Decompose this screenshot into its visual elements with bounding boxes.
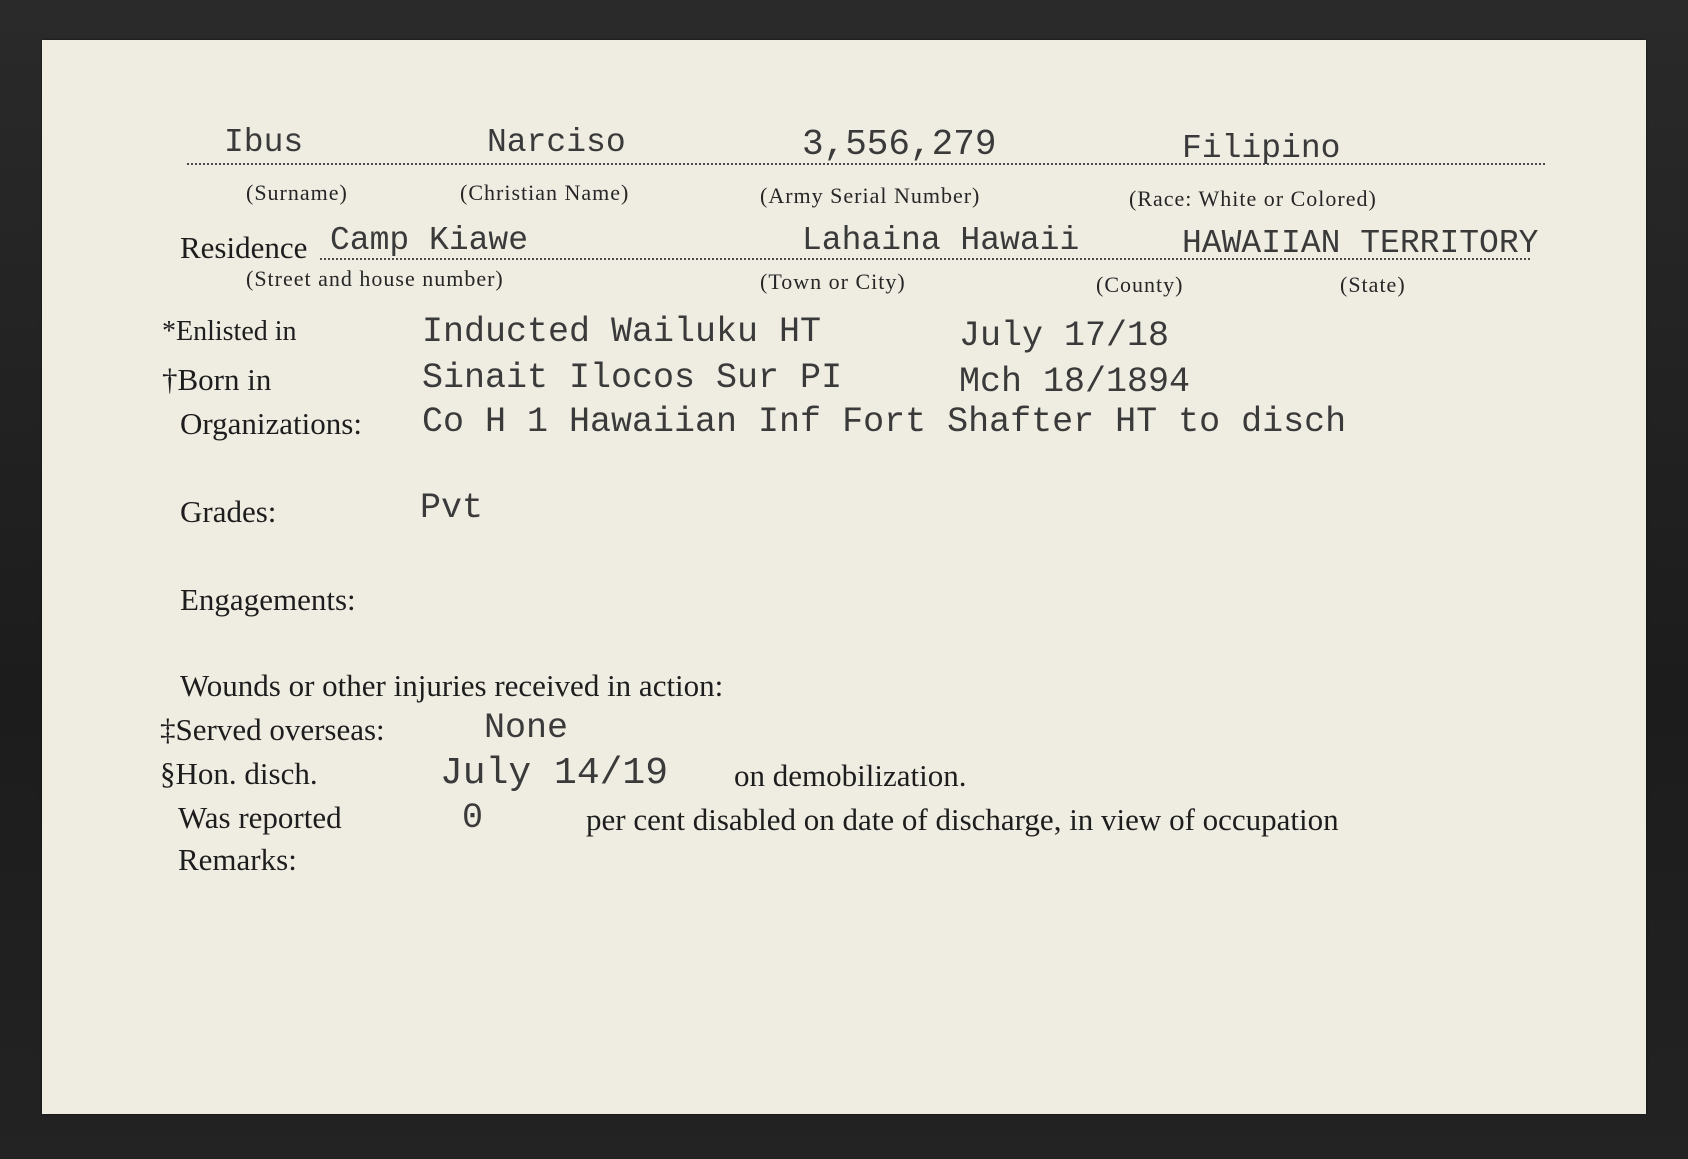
born-label: †Born in <box>162 362 272 397</box>
grades-label: Grades: <box>180 494 277 529</box>
street-caption: (Street and house number) <box>246 266 504 291</box>
organizations-value: Co H 1 Hawaiian Inf Fort Shafter HT to disch <box>422 402 1347 442</box>
discharge-date: July 14/19 <box>440 752 669 795</box>
disability-value: 0 <box>462 798 484 838</box>
race-value: Filipino <box>1182 130 1341 167</box>
serial-number-value: 3,556,279 <box>802 124 997 165</box>
disability-suffix: per cent disabled on date of discharge, in view of occupation <box>586 802 1339 837</box>
service-record-card <box>42 40 1646 1114</box>
disability-label: Was reported <box>178 800 342 835</box>
organizations-label: Organizations: <box>180 406 362 441</box>
county-caption: (County) <box>1096 272 1184 297</box>
discharge-label: §Hon. disch. <box>160 756 318 791</box>
served-overseas-label: ‡Served overseas: <box>160 712 385 747</box>
discharge-suffix: on demobilization. <box>734 758 967 793</box>
state-caption: (State) <box>1340 272 1406 297</box>
christian-name-caption: (Christian Name) <box>460 180 630 205</box>
residence-city-value: Lahaina Hawaii <box>802 222 1080 259</box>
race-caption: (Race: White or Colored) <box>1129 186 1377 211</box>
grades-value: Pvt <box>420 488 484 528</box>
enlisted-label: *Enlisted in <box>162 316 297 347</box>
remarks-label: Remarks: <box>178 842 297 877</box>
enlisted-value: Inducted Wailuku HT <box>422 312 822 352</box>
born-value: Sinait Ilocos Sur PI <box>422 358 843 398</box>
engagements-label: Engagements: <box>180 582 356 617</box>
residence-street-value: Camp Kiawe <box>330 222 529 259</box>
enlisted-date: July 17/18 <box>959 316 1170 356</box>
born-date: Mch 18/1894 <box>959 362 1191 402</box>
surname-value: Ibus <box>224 124 304 161</box>
christian-name-value: Narciso <box>487 124 626 161</box>
city-caption: (Town or City) <box>760 269 906 294</box>
served-overseas-value: None <box>484 708 569 748</box>
surname-caption: (Surname) <box>246 180 348 205</box>
wounds-label: Wounds or other injuries received in action: <box>180 668 724 703</box>
residence-state-value: HAWAIIAN TERRITORY <box>1182 225 1539 262</box>
serial-number-caption: (Army Serial Number) <box>760 183 981 208</box>
residence-label: Residence <box>180 230 308 265</box>
